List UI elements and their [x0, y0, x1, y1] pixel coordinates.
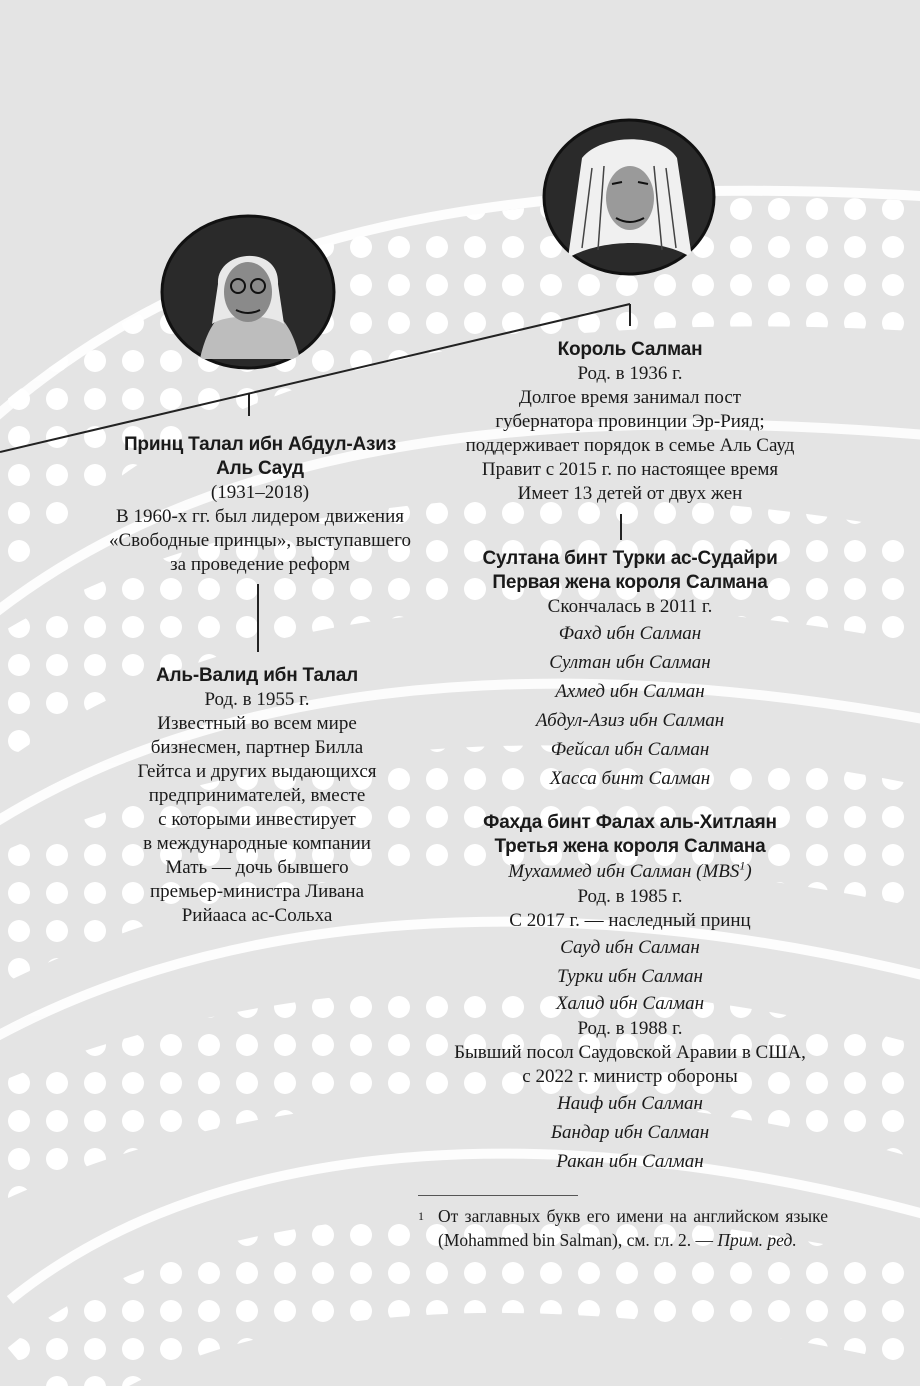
sultana-title: Первая жена короля Салмана: [492, 572, 768, 593]
child-name: Турки ибн Салман: [557, 966, 703, 987]
king-salman-card: [420, 338, 840, 506]
footnote-editor-note: Прим. ред.: [717, 1230, 797, 1250]
alwaleed-bio: бизнесмен, партнер Билла: [150, 737, 364, 758]
king-salman-info: Имеет 13 детей от двух жен: [517, 483, 743, 504]
sultana-card: [420, 547, 840, 793]
child-name: Фахд ибн Салман: [558, 623, 702, 644]
king-salman-info: губернатора провинции Эр-Рияд;: [495, 411, 765, 432]
khalid-bio: Бывший посол Саудовской Аравии в США,: [454, 1042, 806, 1063]
prince-talal-name-line2: Аль Сауд: [216, 458, 304, 479]
prince-talal-years: (1931–2018): [210, 482, 310, 503]
footnote-rule: [418, 1195, 578, 1196]
fahda-card: [420, 811, 840, 1176]
king-salman-info: поддерживает порядок в семье Аль Сауд: [465, 435, 795, 456]
prince-talal-portrait: [160, 214, 336, 370]
alwaleed-bio: Рийааса ас-Сольха: [181, 905, 333, 926]
king-salman-info: Правит с 2015 г. по настоящее время: [481, 459, 779, 480]
child-name: Хасса бинт Салман: [549, 768, 711, 789]
prince-talal-bio: за проведение реформ: [170, 554, 350, 575]
child-name: Бандар ибн Салман: [550, 1122, 710, 1143]
king-salman-portrait: [542, 118, 716, 276]
alwaleed-bio: Гейтса и других выдающихся: [137, 761, 377, 782]
alwaleed-bio: Известный во всем мире: [157, 713, 357, 734]
alwaleed-card: [57, 664, 457, 928]
sultana-name: Султана бинт Турки ас-Судайри: [482, 548, 778, 569]
child-name: Султан ибн Салман: [549, 652, 711, 673]
prince-talal-name: Принц Талал ибн Абдул-Азиз: [123, 434, 397, 455]
child-name: Наиф ибн Салман: [557, 1093, 703, 1114]
alwaleed-bio: Мать — дочь бывшего: [165, 857, 349, 878]
khalid-born: Род. в 1988 г.: [577, 1018, 683, 1039]
child-name: Ракан ибн Салман: [556, 1151, 704, 1172]
child-name: Ахмед ибн Салман: [555, 681, 705, 702]
alwaleed-bio: в международные компании: [143, 833, 371, 854]
child-name: Сауд ибн Салман: [560, 937, 700, 958]
fahda-title: Третья жена короля Салмана: [494, 836, 766, 857]
mbs-name-text: Мухаммед ибн Салман (MBS: [508, 861, 740, 882]
alwaleed-name: Аль-Валид ибн Талал: [156, 665, 358, 686]
khalid-bio: с 2022 г. министр обороны: [522, 1066, 738, 1087]
alwaleed-born: Род. в 1955 г.: [204, 689, 310, 710]
fahda-name: Фахда бинт Фалах аль-Хитлаян: [483, 812, 777, 833]
sultana-died: Скончалась в 2011 г.: [547, 596, 713, 617]
king-salman-info: Долгое время занимал пост: [518, 387, 742, 408]
tree-connector: [620, 514, 622, 540]
khalid-name: Халид ибн Салман: [555, 993, 705, 1014]
child-name: Фейсал ибн Салман: [550, 739, 710, 760]
alwaleed-bio: премьер-министра Ливана: [149, 881, 365, 902]
alwaleed-bio: предпринимателей, вместе: [148, 785, 366, 806]
footnote-mark: 1: [418, 1209, 424, 1223]
footnote-ref: 1: [739, 858, 746, 873]
prince-talal-bio: «Свободные принцы», выступавшего: [108, 530, 412, 551]
alwaleed-bio: с которыми инвестирует: [158, 809, 356, 830]
king-salman-info: Род. в 1936 г.: [577, 363, 683, 384]
mbs-born: Род. в 1985 г.: [577, 886, 683, 907]
mbs-name-close: ): [745, 861, 752, 882]
footnote-body: От заглавных букв его имени на английском языке (Mohammed bin Salman), см. гл. 2. —: [438, 1206, 828, 1250]
mbs-name: [420, 859, 840, 885]
king-salman-name: Король Салман: [557, 339, 703, 360]
child-name: Абдул-Азиз ибн Салман: [535, 710, 725, 731]
mbs-title: С 2017 г. — наследный принц: [509, 910, 751, 931]
prince-talal-bio: В 1960-х гг. был лидером движения: [116, 506, 404, 527]
footnote-text: [438, 1204, 828, 1252]
prince-talal-card: [60, 433, 460, 577]
tree-connector: [257, 584, 259, 652]
